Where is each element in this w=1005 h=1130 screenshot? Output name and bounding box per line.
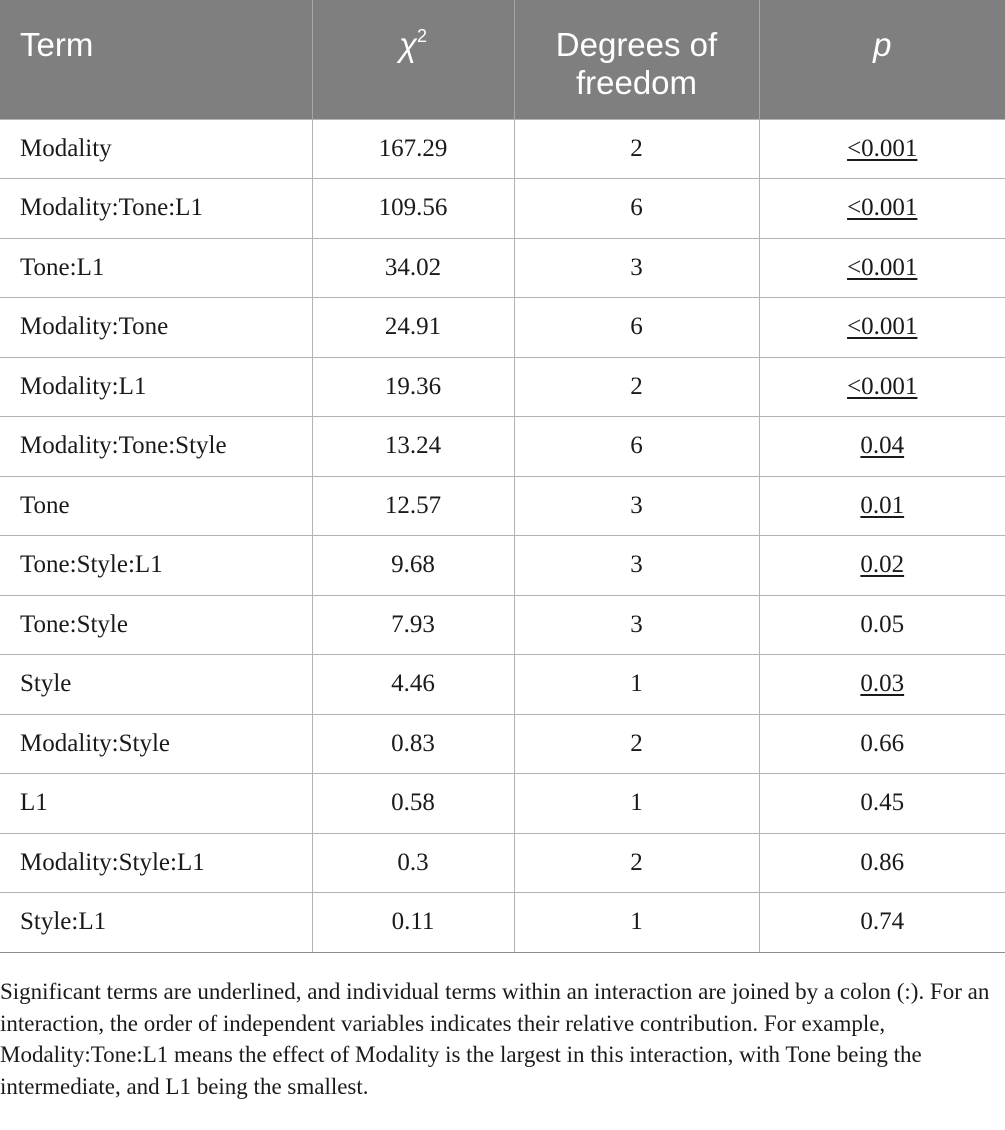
cell-degrees-of-freedom-text: 2 [630, 134, 643, 162]
cell-term [0, 774, 312, 834]
cell-term-text: Tone:Style:L1 [20, 551, 163, 579]
cell-term [0, 655, 312, 715]
cell-chi-square-text: 4.46 [391, 670, 435, 698]
cell-chi-square [312, 714, 514, 774]
header-df-label: Degrees of freedom [555, 26, 718, 101]
cell-term-text: Style [20, 670, 72, 698]
cell-term [0, 238, 312, 298]
cell-term-text: Tone [20, 491, 70, 519]
cell-p-value [759, 893, 1005, 953]
cell-p-value-text: <0.001 [847, 253, 918, 281]
table-row [0, 774, 1005, 834]
table-row [0, 119, 1005, 179]
cell-chi-square [312, 179, 514, 239]
chi-symbol: χ [398, 26, 417, 63]
cell-term [0, 417, 312, 477]
cell-chi-square-text: 167.29 [378, 134, 448, 162]
cell-term [0, 476, 312, 536]
cell-chi-square [312, 357, 514, 417]
cell-degrees-of-freedom [514, 298, 759, 358]
header-term [0, 0, 312, 119]
cell-degrees-of-freedom-text: 2 [630, 729, 643, 757]
cell-degrees-of-freedom-text: 1 [630, 789, 643, 817]
cell-chi-square [312, 595, 514, 655]
cell-degrees-of-freedom [514, 774, 759, 834]
cell-p-value-text: <0.001 [847, 194, 918, 222]
cell-p-value [759, 536, 1005, 596]
cell-chi-square [312, 655, 514, 715]
cell-p-value-text: 0.86 [860, 848, 905, 876]
cell-p-value [759, 417, 1005, 477]
cell-p-value [759, 119, 1005, 179]
cell-term-text: Modality:L1 [20, 372, 147, 400]
cell-term-text: Tone:L1 [20, 253, 105, 281]
table-row [0, 357, 1005, 417]
cell-degrees-of-freedom [514, 536, 759, 596]
cell-term-text: Modality:Tone [20, 313, 169, 341]
cell-p-value-text: 0.05 [860, 610, 905, 638]
cell-term [0, 833, 312, 893]
cell-chi-square [312, 893, 514, 953]
cell-chi-square-text: 13.24 [384, 432, 442, 460]
cell-degrees-of-freedom-text: 1 [630, 908, 643, 936]
header-p-label: p [873, 26, 892, 63]
cell-chi-square [312, 833, 514, 893]
cell-p-value [759, 476, 1005, 536]
table-header [0, 0, 1005, 119]
table-row [0, 893, 1005, 953]
table-row [0, 655, 1005, 715]
cell-p-value-text: <0.001 [847, 134, 918, 162]
cell-term-text: Style:L1 [20, 908, 107, 936]
cell-p-value-text: 0.03 [860, 670, 905, 698]
cell-chi-square [312, 476, 514, 536]
cell-degrees-of-freedom-text: 6 [630, 194, 643, 222]
cell-p-value [759, 238, 1005, 298]
header-term-label: Term [20, 26, 94, 63]
cell-p-value-text: 0.74 [860, 908, 905, 936]
cell-term [0, 595, 312, 655]
cell-p-value [759, 595, 1005, 655]
cell-p-value-text: 0.45 [860, 789, 905, 817]
cell-degrees-of-freedom-text: 6 [630, 432, 643, 460]
table-row [0, 417, 1005, 477]
cell-chi-square-text: 0.3 [397, 848, 429, 876]
cell-p-value [759, 298, 1005, 358]
cell-term-text: Modality:Tone:L1 [20, 194, 203, 222]
cell-degrees-of-freedom-text: 1 [630, 670, 643, 698]
cell-p-value [759, 714, 1005, 774]
cell-term-text: Modality [20, 134, 112, 162]
cell-term-text: Modality:Style [20, 729, 170, 757]
cell-degrees-of-freedom-text: 2 [630, 372, 643, 400]
cell-p-value [759, 833, 1005, 893]
cell-chi-square [312, 774, 514, 834]
cell-chi-square [312, 298, 514, 358]
cell-term [0, 893, 312, 953]
cell-p-value [759, 655, 1005, 715]
chi-superscript: 2 [417, 26, 428, 46]
cell-degrees-of-freedom [514, 714, 759, 774]
table-row [0, 536, 1005, 596]
table-row [0, 179, 1005, 239]
cell-degrees-of-freedom [514, 833, 759, 893]
header-p-value [759, 0, 1005, 119]
cell-chi-square-text: 0.83 [391, 729, 435, 757]
cell-chi-square-text: 19.36 [384, 372, 442, 400]
header-chi-square [312, 0, 514, 119]
cell-degrees-of-freedom-text: 3 [630, 491, 643, 519]
cell-term [0, 536, 312, 596]
cell-p-value [759, 179, 1005, 239]
cell-chi-square-text: 0.11 [391, 908, 435, 936]
cell-term-text: Modality:Style:L1 [20, 848, 205, 876]
table-body [0, 119, 1005, 952]
table-footnote: Significant terms are underlined, and individual terms within an interaction are joined by a colon (:). For an interaction, the order of independent variables indicates their relative contribution. For example, Modality:Tone:L1 means the effect of Modality is the largest in this interaction, with Tone being the intermediate, and L1 being the smallest. [0, 979, 990, 1099]
header-row [0, 0, 1005, 119]
table-row [0, 298, 1005, 358]
table-row [0, 238, 1005, 298]
cell-degrees-of-freedom [514, 119, 759, 179]
cell-p-value-text: 0.02 [860, 551, 905, 579]
cell-p-value-text: <0.001 [847, 372, 918, 400]
table-row [0, 595, 1005, 655]
cell-term-text: L1 [20, 789, 48, 817]
table-row [0, 476, 1005, 536]
header-degrees-of-freedom [514, 0, 759, 119]
cell-degrees-of-freedom [514, 893, 759, 953]
cell-degrees-of-freedom-text: 6 [630, 313, 643, 341]
cell-degrees-of-freedom-text: 3 [630, 551, 643, 579]
cell-degrees-of-freedom-text: 2 [630, 848, 643, 876]
cell-term [0, 179, 312, 239]
cell-p-value-text: <0.001 [847, 313, 918, 341]
cell-term [0, 714, 312, 774]
cell-term [0, 357, 312, 417]
cell-chi-square [312, 119, 514, 179]
cell-chi-square-text: 109.56 [378, 194, 448, 222]
cell-chi-square [312, 238, 514, 298]
cell-p-value [759, 357, 1005, 417]
table-row [0, 833, 1005, 893]
cell-term-text: Modality:Tone:Style [20, 432, 227, 460]
cell-degrees-of-freedom [514, 357, 759, 417]
cell-degrees-of-freedom [514, 238, 759, 298]
table-row [0, 714, 1005, 774]
cell-p-value-text: 0.01 [860, 491, 905, 519]
cell-degrees-of-freedom [514, 179, 759, 239]
cell-degrees-of-freedom-text: 3 [630, 610, 643, 638]
cell-degrees-of-freedom [514, 655, 759, 715]
cell-degrees-of-freedom [514, 476, 759, 536]
cell-term [0, 119, 312, 179]
cell-chi-square-text: 24.91 [384, 313, 442, 341]
cell-chi-square [312, 417, 514, 477]
cell-p-value-text: 0.66 [860, 729, 905, 757]
cell-term [0, 298, 312, 358]
cell-p-value-text: 0.04 [860, 432, 905, 460]
cell-degrees-of-freedom [514, 417, 759, 477]
cell-chi-square-text: 12.57 [384, 491, 442, 519]
cell-chi-square-text: 34.02 [384, 253, 442, 281]
cell-chi-square-text: 9.68 [391, 551, 435, 579]
cell-chi-square [312, 536, 514, 596]
cell-term-text: Tone:Style [20, 610, 128, 638]
cell-p-value [759, 774, 1005, 834]
cell-chi-square-text: 7.93 [391, 610, 435, 638]
cell-chi-square-text: 0.58 [391, 789, 435, 817]
cell-degrees-of-freedom-text: 3 [630, 253, 643, 281]
cell-degrees-of-freedom [514, 595, 759, 655]
